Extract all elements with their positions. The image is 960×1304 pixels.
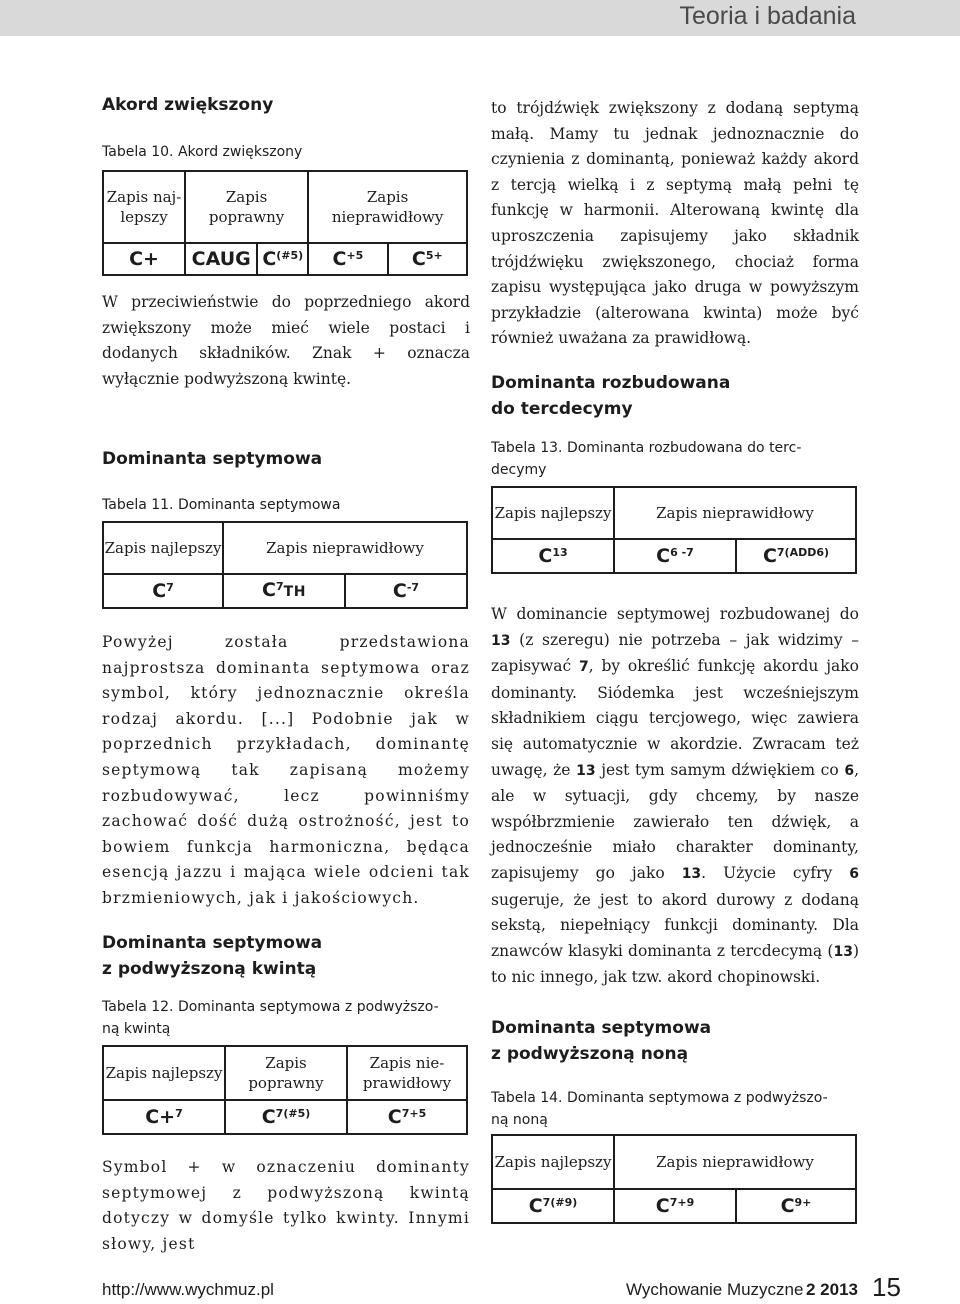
chord-symbol: $C^{6 -7}$ bbox=[614, 539, 736, 573]
table-header-cell: Zapis nieprawidłowy bbox=[614, 487, 856, 539]
chord-symbol: $C^{7(\#9)}$ bbox=[492, 1189, 614, 1223]
paragraph-dominant-seventh: Powyżej została przedstawiona najprostsza dominanta septymowa oraz symbol, który jednoznacznie określa rodzaj akordu. [...] Podobnie jak w poprzednich przykładach, dominantę septymową tak zapisaną możemy rozbudowywać, lecz powinniśmy zachować dość dużą ostrożność, jest to bowiem funkcja harmoniczna, będąca esencją jazzu i mająca wiele odcieni tak brzmieniowych, jak i jakościowych. bbox=[102, 633, 470, 907]
paragraph-raised-fifth: Symbol + w oznaczeniu dominanty septymowej z podwyższoną kwintą dotyczy w domyśle tylko kwinty. Innymi słowy, jest bbox=[102, 1158, 470, 1253]
table-10 bbox=[102, 170, 468, 276]
chord-symbol: CAUG bbox=[185, 243, 257, 275]
chord-symbol: $C^7$ bbox=[103, 574, 223, 608]
paragraph-augmented: W przeciwieństwie do poprzedniego akord zwiększony może mieć wiele postaci i dodanych składników. Znak + oznacza wyłącznie podwyższoną kwintę. bbox=[102, 293, 470, 388]
table-header-cell: Zapis nieprawidłowy bbox=[223, 522, 467, 574]
chord-symbol: $C^{-7}$ bbox=[345, 574, 467, 608]
table-header-cell: Zapis naj-lepszy bbox=[103, 171, 185, 243]
table-11 bbox=[102, 521, 468, 609]
chord-symbol: $C^{9+}$ bbox=[736, 1189, 856, 1223]
table-header-cell: Zapis nie-prawidłowy bbox=[347, 1046, 467, 1100]
chord-symbol: $C^{5+}$ bbox=[388, 243, 467, 275]
caption-table-10: Tabela 10. Akord zwiększony bbox=[102, 144, 303, 160]
footer-url[interactable]: http://www.wychmuz.pl bbox=[102, 1280, 274, 1299]
heading-dominant-seventh: Dominanta septymowa bbox=[102, 449, 323, 469]
table-header-cell: Zapis najlepszy bbox=[492, 487, 614, 539]
chord-symbol: $C^{(\#5)}$ bbox=[257, 243, 308, 275]
chord-symbol: $C^{+5}$ bbox=[308, 243, 387, 275]
table-12 bbox=[102, 1045, 468, 1135]
paragraph-extended-dominant: W dominancie septymowej rozbudowanej do 13 (z szeregu) nie potrzeba – jak widzimy – zapisywać 7, by określić funkcję akordu jako dominanty. Siódemka jest wcześniejszym składnikiem ciągu tercjowego, więc zawiera się automatycznie w akordzie. Zwracam też uwagę, że 13 jest tym samym dźwiękiem co 6, ale w sytuacji, gdy chcemy, by nasze współbrzmienie zawierało ten dźwięk, a jednocześnie miało charakter dominanty, zapisujemy go jako 13. Użycie cyfry 6 sugeruje, że jest to akord durowy z dodaną sekstą, niepełniący funkcji dominanty. Dla znawców klasyki dominanta z tercdecymą (13) to nic innego, jak tzw. akord chopinowski. bbox=[491, 605, 859, 987]
chord-symbol: C+$^7$ bbox=[103, 1100, 225, 1134]
chord-symbol: $C^7TH$ bbox=[223, 574, 345, 608]
chord-symbol: $C^{13}$ bbox=[492, 539, 614, 573]
caption-table-14: Tabela 14. Dominanta septymowa z podwyższo- ną noną bbox=[491, 1090, 828, 1128]
table-header-cell: Zapis najlepszy bbox=[103, 1046, 225, 1100]
table-header-cell: Zapis poprawny bbox=[185, 171, 308, 243]
chord-symbol: $C^{7+5}$ bbox=[347, 1100, 467, 1134]
table-header-cell: Zapis nieprawidłowy bbox=[614, 1135, 856, 1189]
chord-symbol: C+ bbox=[103, 243, 185, 275]
footer-magazine: Wychowanie Muzyczne bbox=[626, 1280, 804, 1299]
table-14 bbox=[491, 1134, 857, 1224]
caption-table-13: Tabela 13. Dominanta rozbudowana do terc- decymy bbox=[491, 440, 802, 478]
table-header-cell: Zapis nieprawidłowy bbox=[308, 171, 467, 243]
heading-extended-dominant: Dominanta rozbudowana do tercdecymy bbox=[491, 373, 731, 419]
table-header-cell: Zapis najlepszy bbox=[103, 522, 223, 574]
table-header-cell: Zapis poprawny bbox=[225, 1046, 347, 1100]
footer-issue: 2 2013 bbox=[806, 1280, 858, 1299]
heading-raised-fifth: Dominanta septymowa z podwyższoną kwintą bbox=[102, 933, 323, 979]
caption-table-12: Tabela 12. Dominanta septymowa z podwyższo- ną kwintą bbox=[102, 999, 439, 1037]
chord-symbol: $C^{7+9}$ bbox=[614, 1189, 736, 1223]
heading-raised-ninth: Dominanta septymowa z podwyższoną noną bbox=[491, 1018, 712, 1064]
chord-symbol: $C^{7(ADD6)}$ bbox=[736, 539, 856, 573]
chord-symbol: $C^{7(\#5)}$ bbox=[225, 1100, 347, 1134]
running-head: Teoria i badania bbox=[679, 2, 856, 30]
table-header-cell: Zapis najlepszy bbox=[492, 1135, 614, 1189]
heading-augmented: Akord zwiększony bbox=[102, 95, 274, 115]
paragraph-continued: to trójdźwięk zwiększony z dodaną septymą małą. Mamy tu jednak jednoznacznie do czynienia z dominantą, ponieważ każdy akord z tercją wielką i z septymą małą pełni tę funkcję w harmonii. Alterowaną kwintę dla uproszczenia zapisujemy jako składnik trójdźwięku zwiększonego, chociaż forma zapisu występująca jako druga w powyższym przykładzie (alterowana kwinta) może być również uważana za prawidłową. bbox=[491, 99, 859, 348]
page-number: 15 bbox=[872, 1272, 901, 1302]
caption-table-11: Tabela 11. Dominanta septymowa bbox=[102, 497, 341, 513]
table-13 bbox=[491, 486, 857, 574]
